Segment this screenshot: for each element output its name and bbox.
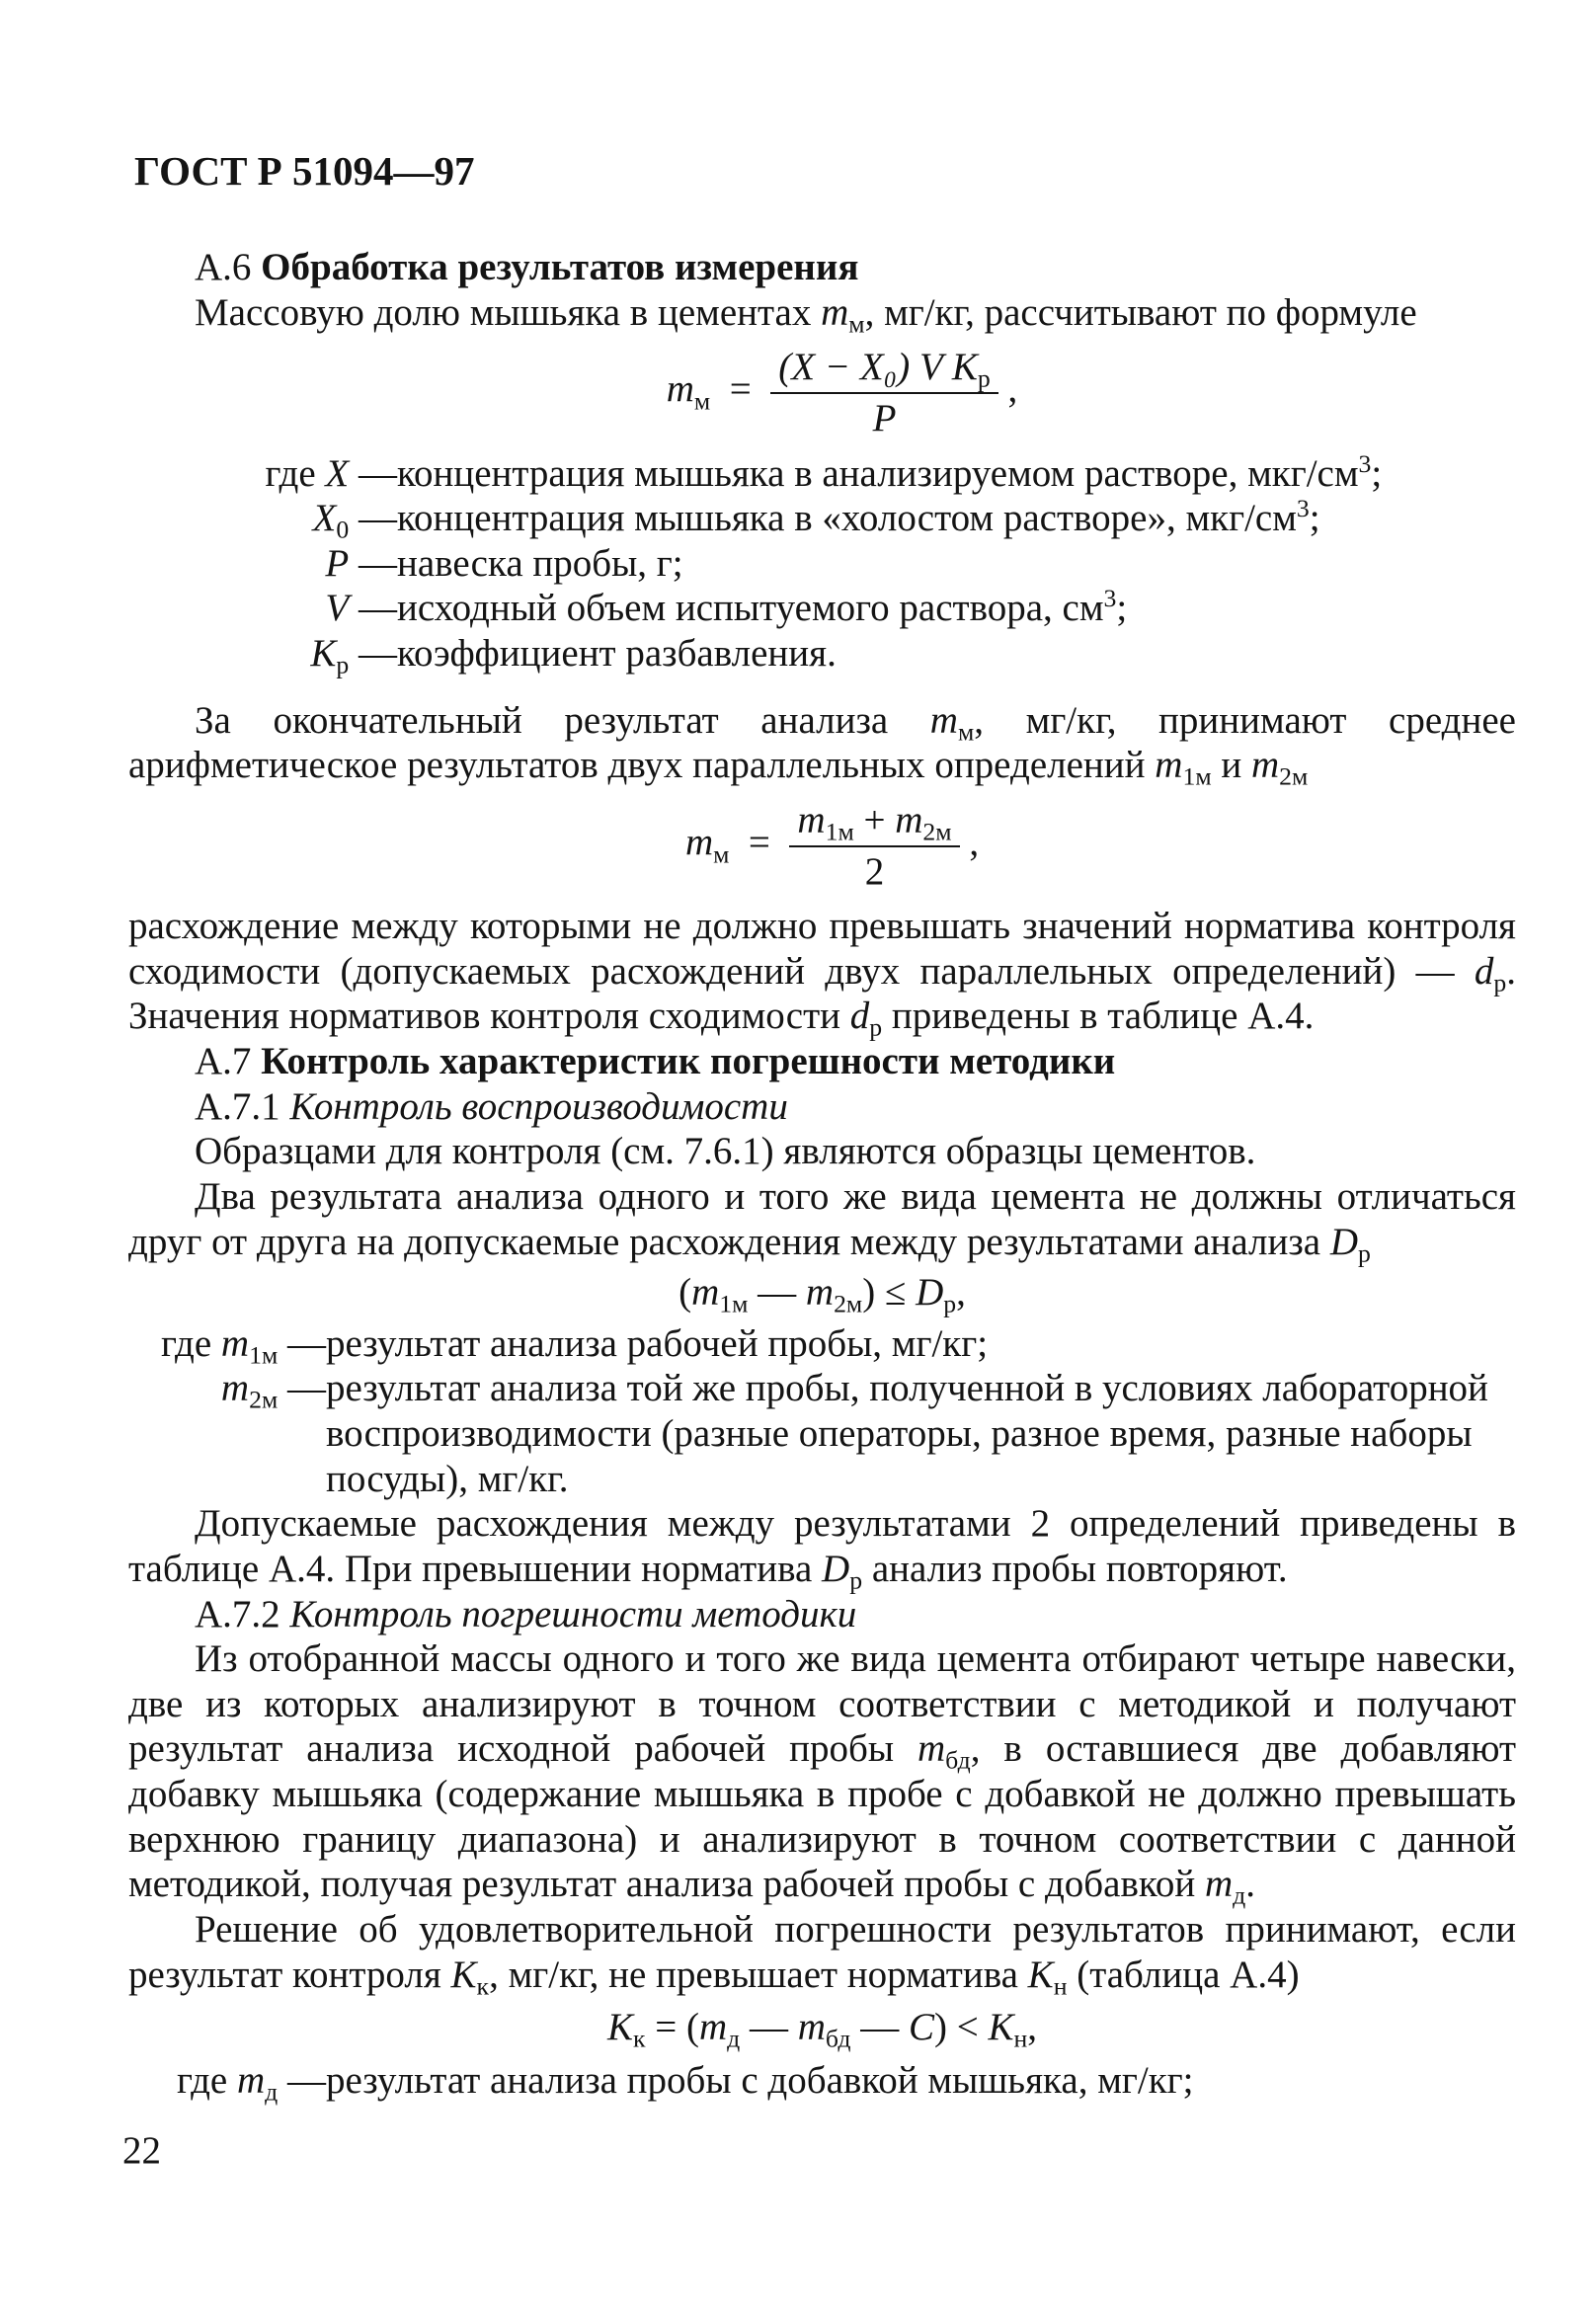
formula-subscript: н bbox=[1013, 2024, 1028, 2053]
definition-prefix: где bbox=[265, 451, 316, 495]
definition-text bbox=[397, 448, 1516, 497]
definitions-list-1 bbox=[128, 448, 1516, 679]
formula-subscript: д bbox=[265, 2077, 279, 2107]
text-run: расхождение между которыми не должно превышать значений норматива контроля сходимости (допускаемых расхождений двух параллельных определений) — bbox=[128, 905, 1516, 993]
section-number: А.7 bbox=[195, 1040, 252, 1082]
formula-symbol: m bbox=[236, 2058, 266, 2102]
definition-symbol: $X_0$ — bbox=[312, 497, 397, 544]
text-run: , в оставшиеся две добавляют добавку мышьяка (содержание мышьяка в пробе с добавкой не должно превышать верхнюю границу диапазона) и анализируют в точном соответствии с данной методикой, получая результат анализа рабочей пробы с добавкой bbox=[128, 1727, 1517, 1906]
punctuation: , bbox=[1027, 2006, 1038, 2049]
definition-row bbox=[128, 1366, 1516, 1501]
fraction bbox=[789, 798, 959, 894]
section-number: А.7.1 bbox=[195, 1084, 280, 1128]
definition-desc: концентрация мышьяка в анализируемом растворе, мкг/см bbox=[397, 451, 1359, 495]
text-run: Массовую долю мышьяка в цементах bbox=[195, 290, 822, 334]
section-a7-heading bbox=[128, 1039, 1516, 1084]
formula-symbol: m bbox=[220, 1321, 250, 1365]
formula-mass-fraction: $m_м$ = $\frac{(X - X_0) V K_р}{P}$ , bbox=[666, 346, 1018, 439]
formula-symbol: V bbox=[325, 587, 350, 630]
text-run: . bbox=[1245, 1863, 1255, 1906]
text-run: , мг/кг, не превышает норматива bbox=[489, 1953, 1028, 1996]
operator: + bbox=[863, 798, 886, 841]
definition-desc: коэффициент разбавления. bbox=[397, 632, 837, 675]
numerator-text: (X − X₀) V K bbox=[778, 346, 978, 389]
definition-symbol: где $m_д$ — bbox=[177, 2058, 326, 2107]
section-a72-heading bbox=[128, 1592, 1516, 1637]
paragraph-final-result: За окончательный результат анализа $m_м$, мг/кг, принимают среднее арифметическое результатов двух параллельных определений $m_{1м}$ и $m_{2м}$ bbox=[128, 698, 1516, 791]
punctuation: ; bbox=[1116, 587, 1128, 630]
text-run: Из отобранной массы одного и того же вида цемента отбирают четыре навески, две из которых анализируют в точном соответствии с методикой и получают результат анализа исходной рабочей пробы bbox=[128, 1637, 1516, 1771]
section-title: Контроль погрешности методики bbox=[289, 1592, 857, 1635]
formula-symbol: m bbox=[220, 1367, 250, 1410]
operator: = ( bbox=[645, 2006, 699, 2049]
definition-desc: результат анализа пробы с добавкой мышьяка, мг/кг; bbox=[326, 2058, 1194, 2102]
formula-subscript: м bbox=[693, 386, 711, 416]
operator: ( bbox=[678, 1271, 692, 1315]
formula-subscript: д bbox=[727, 2024, 741, 2053]
definition-symbol: где $m_{1м}$ — bbox=[160, 1321, 326, 1370]
formula-subscript: р bbox=[943, 1289, 957, 1318]
superscript: 3 bbox=[1296, 493, 1310, 522]
definition-text bbox=[397, 541, 1516, 587]
operator: ) < bbox=[933, 2006, 989, 2049]
text-run: анализ пробы повторяют. bbox=[862, 1547, 1288, 1590]
formula-symbol: X bbox=[325, 451, 350, 495]
definition-symbol: где X — bbox=[265, 451, 397, 495]
definition-symbol: P — bbox=[325, 541, 397, 585]
operator: — bbox=[758, 1271, 797, 1315]
paragraph-two-results: Два результата анализа одного и того же вида цемента не должны отличаться друг от друга на допускаемые расхождения между результатами анализа $D_р$ bbox=[128, 1174, 1516, 1268]
text-run: (таблица А.4) bbox=[1067, 1953, 1300, 1996]
definition-text bbox=[397, 631, 1516, 677]
page-number: 22 bbox=[122, 2129, 161, 2172]
fraction bbox=[770, 345, 998, 440]
formula-mean: $m_м$ = $\frac{m_{1м} + m_{2м}}{2}$ , bbox=[684, 798, 980, 893]
definition-row bbox=[128, 541, 1516, 587]
formula-symbol: m bbox=[666, 367, 694, 411]
text-run: Два результата анализа одного и того же вида цемента не должны отличаться друг от друга на допускаемые расхождения между результатами анализа bbox=[128, 1174, 1516, 1263]
text-run: Решение об удовлетворительной погрешности результатов принимают, если результат контроля bbox=[128, 1907, 1516, 1996]
definition-prefix: где bbox=[160, 1321, 212, 1365]
definition-text bbox=[397, 586, 1516, 631]
paragraph-decision: Решение об удовлетворительной погрешности результатов принимают, если результат контроля $K_к$, мг/кг, не превышает норматива $K_н$ (таблица А.4) bbox=[128, 1907, 1516, 2001]
definition-symbol: $K_р$ — bbox=[310, 632, 397, 679]
definition-desc: результат анализа рабочей пробы, мг/кг; bbox=[326, 1321, 989, 1365]
definition-text bbox=[326, 1321, 1516, 1367]
formula-symbol: P bbox=[325, 541, 350, 585]
paragraph-tolerance: Допускаемые расхождения между результатами 2 определений приведены в таблице А.4. При превышении норматива $D_р$ анализ пробы повторяют. bbox=[128, 1502, 1516, 1595]
formula-subscript: к bbox=[632, 2024, 646, 2053]
definition-row bbox=[128, 493, 1516, 544]
operator: — bbox=[850, 2006, 909, 2049]
section-a6-heading bbox=[128, 245, 1516, 290]
fraction-numerator bbox=[770, 345, 998, 394]
definition-row bbox=[128, 1321, 1516, 1370]
definition-prefix: где bbox=[177, 2058, 228, 2102]
definition-row bbox=[128, 448, 1516, 497]
formula-subscript: р bbox=[336, 650, 350, 679]
text-run: и bbox=[1211, 744, 1251, 787]
punctuation: ; bbox=[1371, 451, 1383, 495]
definition-row bbox=[128, 2058, 1516, 2107]
fraction-numerator bbox=[789, 798, 959, 847]
text-run: За окончательный результат анализа bbox=[195, 698, 930, 742]
paragraph-procedure: Из отобранной массы одного и того же вида цемента отбирают четыре навески, две из которых анализируют в точном соответствии с методикой и получают результат анализа исходной рабочей пробы $m_{бд}$, в оставшиеся две добавляют добавку мышьяка (содержание мышьяка в пробе с добавкой не должно превышать верхнюю границу диапазона) и анализируют в точном соответствии с данной методикой, получая результат анализа рабочей пробы с добавкой $m_д$. bbox=[128, 1637, 1517, 1910]
paragraph-divergence: расхождение между которыми не должно превышать значений норматива контроля сходимости (допускаемых расхождений двух параллельных определений) — $d_р$. Значения нормативов контроля сходимости $d_р$ приведены в таблице А.4. bbox=[128, 905, 1516, 1043]
punctuation: , bbox=[956, 1271, 966, 1315]
text-run: , мг/кг, рассчитывают по формуле bbox=[864, 290, 1417, 334]
formula-subscript: 1м bbox=[825, 817, 854, 846]
text-run: Допускаемые расхождения между результатами 2 определений приведены в таблице А.4. При превышении норматива bbox=[128, 1502, 1516, 1590]
page-content bbox=[128, 245, 1517, 2107]
section-title: Контроль воспроизводимости bbox=[289, 1084, 788, 1128]
formula-subscript: 1м bbox=[249, 1340, 279, 1370]
formula-symbol: X bbox=[312, 497, 337, 540]
formula-control: $K_к = (m_д$ — $m_{бд}$ — $C) < K_н$, bbox=[606, 2006, 1038, 2053]
superscript: 3 bbox=[1358, 448, 1372, 478]
formula-subscript: 2м bbox=[249, 1386, 279, 1415]
definition-row bbox=[128, 586, 1516, 631]
fraction-denominator: 2 bbox=[864, 849, 885, 893]
formula-subscript: 2м bbox=[834, 1289, 863, 1318]
formula-subscript: бд bbox=[825, 2024, 851, 2053]
formula-subscript: 1м bbox=[719, 1289, 749, 1318]
formula-subscript: 2м bbox=[922, 817, 952, 846]
formula-subscript: р bbox=[977, 363, 991, 393]
definitions-list-2 bbox=[128, 1321, 1516, 1502]
definitions-list-3 bbox=[128, 2058, 1516, 2107]
definition-text bbox=[326, 2058, 1516, 2104]
section-a6-intro: Массовую долю мышьяка в цементах $m_м$, мг/кг, рассчитывают по формуле bbox=[195, 290, 1417, 339]
formula-symbol: K bbox=[310, 632, 337, 675]
operator: ) ≤ bbox=[862, 1271, 917, 1315]
definition-text bbox=[326, 1366, 1516, 1501]
text-run: приведены в таблице А.4. bbox=[882, 995, 1315, 1038]
punctuation: ; bbox=[1309, 497, 1320, 540]
formula-symbol: C bbox=[908, 2006, 934, 2049]
definition-row bbox=[128, 631, 1516, 677]
definition-desc: концентрация мышьяка в «холостом растворе», мкг/см bbox=[397, 497, 1297, 540]
operator: — bbox=[740, 2006, 798, 2049]
section-number: А.7.2 bbox=[195, 1592, 280, 1635]
document-header: ГОСТ Р 51094—97 bbox=[134, 148, 475, 194]
section-title: Обработка результатов измерения bbox=[261, 246, 859, 288]
definition-text bbox=[397, 493, 1516, 541]
formula-subscript: 0 bbox=[336, 515, 350, 544]
definition-desc: навеска пробы, г; bbox=[397, 541, 683, 585]
formula-symbol: m bbox=[797, 798, 826, 841]
definition-symbol: $m_{2м}$ — bbox=[220, 1367, 326, 1415]
section-a71-heading bbox=[128, 1084, 1516, 1130]
text-run: , мг/кг, принимают среднее арифметическое результатов двух параллельных определений bbox=[128, 698, 1516, 787]
definition-symbol: V — bbox=[325, 587, 397, 630]
section-title: Контроль характеристик погрешности методики bbox=[261, 1040, 1116, 1082]
text-run: . Значения нормативов контроля сходимости bbox=[128, 949, 1516, 1038]
section-number: А.6 bbox=[195, 246, 252, 288]
paragraph-samples: Образцами для контроля (см. 7.6.1) являются образцы цементов. bbox=[195, 1130, 1256, 1173]
superscript: 3 bbox=[1103, 584, 1117, 613]
definition-desc: результат анализа той же пробы, полученной в условиях лабораторной воспроизводимости (разные операторы, разное время, разные наборы посуды), мг/кг. bbox=[326, 1367, 1488, 1500]
fraction-denominator: P bbox=[872, 396, 897, 439]
definition-desc: исходный объем испытуемого раствора, см bbox=[397, 587, 1104, 630]
formula-reproducibility: ($m_{1м}$ — $m_{2м}) \le D_р$, bbox=[678, 1271, 966, 1318]
formula-symbol: m bbox=[895, 798, 923, 841]
